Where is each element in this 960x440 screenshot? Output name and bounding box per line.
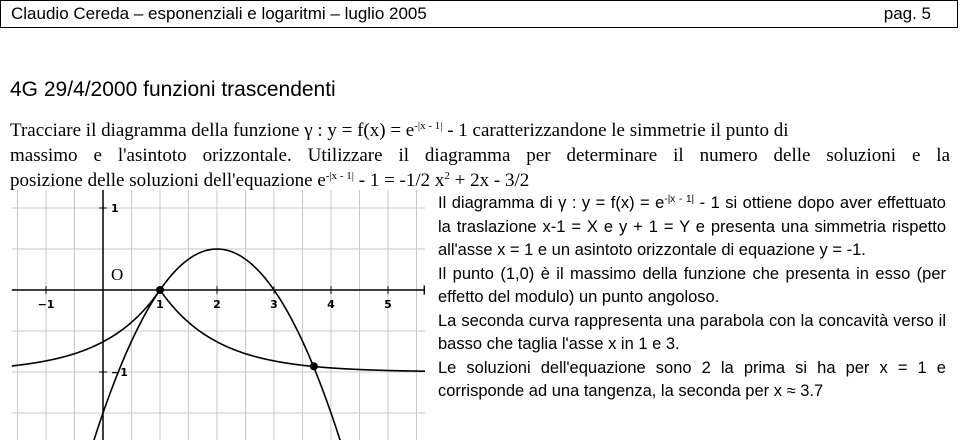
function-graph bbox=[0, 190, 425, 440]
problem-statement bbox=[10, 118, 950, 193]
explanation-line-5: effetto del modulo) un punto angoloso. bbox=[438, 288, 720, 306]
explanation-line-8: Le soluzioni dell'equazione sono 2 la prima si ha per x = 1 e bbox=[438, 358, 946, 377]
page-header bbox=[0, 0, 958, 28]
x-tick-label: 2 bbox=[213, 298, 221, 311]
problem-line-3: posizione delle soluzioni dell'equazione $e^{-|x - 1|} - 1 = -1/2$ $x^2 + 2x - 3/2$ bbox=[10, 170, 530, 191]
explanation-line-7: basso che taglia l'asse x in 1 e 3. bbox=[438, 335, 680, 353]
x-axis-arrow bbox=[424, 285, 425, 295]
explanation-line-2: la traslazione x-1 = X e y + 1 = Y e presenta una simmetria rispetto bbox=[438, 217, 946, 236]
explanation-line-6: La seconda curva rappresenta una parabola con la concavità verso il bbox=[438, 311, 946, 330]
explanation-line-1: Il diagramma di γ : $y = f(x) = e^{-|x - 1|} - 1$ si ottiene dopo aver effettuato bbox=[438, 194, 946, 212]
x-tick-label: 3 bbox=[270, 298, 278, 311]
problem-line-2: massimo e l'asintoto orizzontale. Utilizzare il diagramma per determinare il numero delle soluzioni e la bbox=[10, 145, 950, 166]
page-number: pag. 5 bbox=[883, 4, 931, 23]
y-tick-label: 1 bbox=[111, 202, 119, 215]
problem-line-1: Tracciare il diagramma della funzione γ : $y = f(x) = e^{-|x - 1|} - 1$ caratterizzandone le simmetrie il punto di bbox=[10, 120, 789, 141]
explanation-line-9: corrisponde ad una tangenza, la seconda per x ≈ 3.7 bbox=[438, 382, 824, 400]
intersection-point bbox=[310, 362, 318, 370]
explanation-line-3: all'asse x = 1 e un asintoto orizzontale di equazione y = -1. bbox=[438, 241, 866, 259]
explanation-text bbox=[438, 192, 946, 404]
x-tick-label: 4 bbox=[327, 298, 335, 311]
graph-tick-labels bbox=[38, 202, 392, 440]
x-tick-label: 1 bbox=[156, 298, 164, 311]
tangency-point bbox=[156, 286, 164, 294]
approx-symbol: ≈ bbox=[786, 382, 796, 400]
graph-axes bbox=[12, 190, 425, 440]
origin-label: O bbox=[111, 265, 124, 284]
explanation-line-4: Il punto (1,0) è il massimo della funzione che presenta in esso (per bbox=[438, 264, 946, 283]
header-author: Claudio Cereda – esponenziali e logaritmi – luglio 2005 bbox=[11, 4, 427, 23]
x-tick-label: −1 bbox=[37, 298, 55, 311]
page-title: 4G 29/4/2000 funzioni trascendenti bbox=[10, 78, 336, 101]
graph-curves bbox=[12, 249, 425, 440]
y-tick-label: −1 bbox=[111, 366, 128, 379]
graph-points bbox=[156, 286, 318, 370]
x-tick-label: 5 bbox=[384, 298, 392, 311]
graph-grid bbox=[12, 190, 425, 440]
